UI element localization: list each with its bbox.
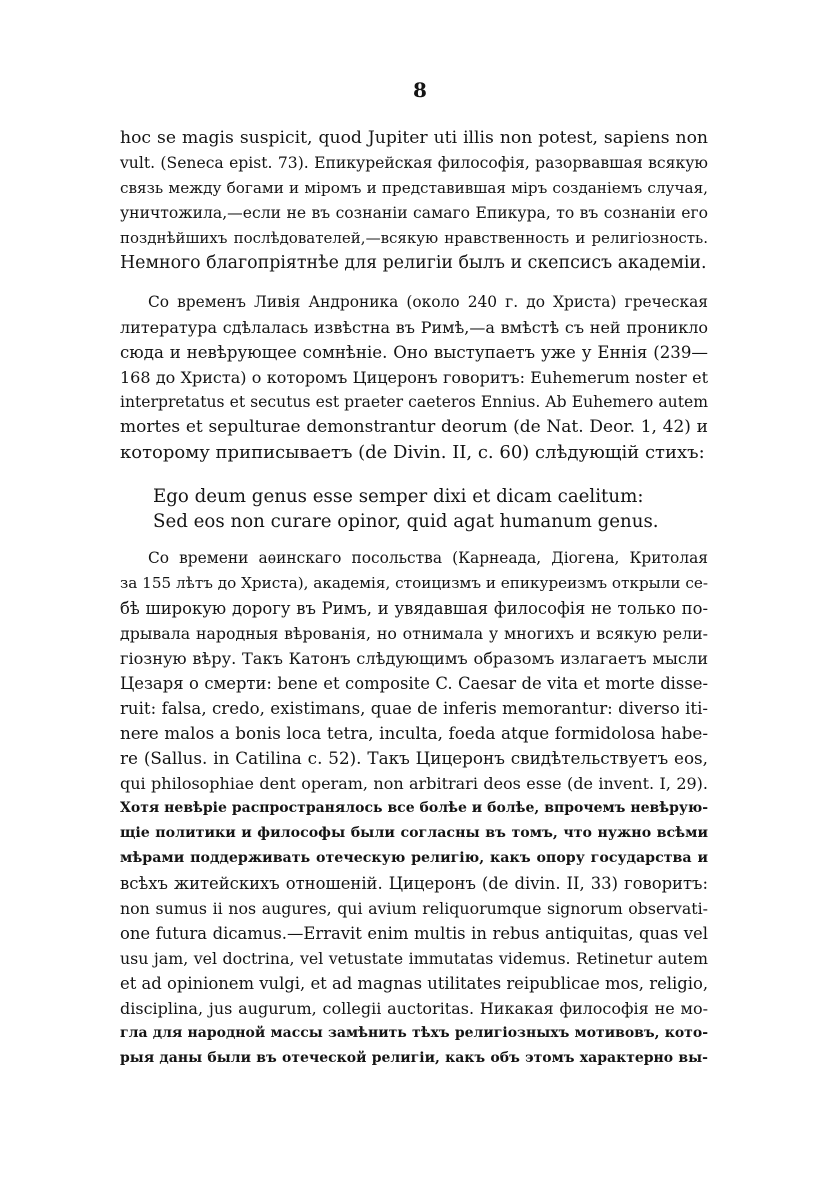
text-line: литература сдѣлалась извѣстна въ Римѣ,—а вмѣстѣ съ ней проникло: [120, 318, 708, 337]
paragraph-1: [120, 126, 708, 276]
text-line: re (Sallus. in Catilina c. 52). Такъ Цицеронъ свидѣтельствуетъ eos,: [120, 748, 708, 768]
text-line: disciplina, jus augurum, collegii auctoritas. Никакая философія не мо-: [120, 999, 708, 1018]
text-line: сюда и невѣрующее сомнѣніе. Оно выступаетъ уже у Еннія (239—: [120, 343, 708, 362]
text-line: interpretatus et secutus est praeter caeteros Ennius. Ab Euhemero autem: [120, 393, 708, 411]
text-line: дрывала народныя вѣрованія, но отнимала у многихъ и всякую рели-: [120, 624, 708, 643]
text-line: non sumus ii nos augures, qui avium reliquorumque signorum observati-: [120, 899, 708, 918]
text-line: one futura dicamus.—Erravit enim multis in rebus antiquitas, quas vel: [120, 924, 708, 943]
text-line: Немного благопріятнѣе для религіи былъ и скепсисъ академіи.: [120, 253, 707, 273]
text-line: nere malos a bonis loca tetra, inculta, foeda atque formidolosa habe-: [120, 723, 708, 743]
text-line: Хотя невѣріе распространялось все болѣе и болѣе, впрочемъ невѣрую-: [120, 800, 708, 816]
text-line: бѣ широкую дорогу въ Римъ, и увядавшая философія не только по-: [120, 599, 708, 618]
text-line: usu jam, vel doctrina, vel vetustate immutatas videmus. Retinetur autem: [120, 949, 708, 968]
text-line: hoc se magis suspicit, quod Jupiter uti illis non potest, sapiens non: [120, 128, 708, 148]
text-line: mortes et sepulturae demonstrantur deorum (de Nat. Deor. 1, 42) и: [120, 417, 708, 437]
text-line: которому приписываетъ (de Divin. II, c. 60) слѣдующій стихъ:: [120, 442, 705, 463]
text-line: мѣрами поддерживать отеческую религію, какъ опору государства и: [120, 850, 708, 866]
text-line: уничтожила,—если не въ сознаніи самаго Епикура, то въ сознаніи его: [120, 204, 708, 222]
text-line: гла для народной массы замѣнить тѣхъ религіозныхъ мотивовъ, кото-: [120, 1025, 708, 1041]
text-line: 168 до Христа) о которомъ Цицеронъ говоритъ: Euhemerum noster et: [120, 368, 708, 387]
text-line: vult. (Seneca epist. 73). Епикурейская философія, разорвавшая всякую: [120, 154, 708, 172]
text-line: Цезаря о смерти: bene et composite C. Caesar de vita et morte disse-: [120, 674, 708, 693]
paragraph-2: [120, 290, 708, 465]
verse-line: Ego deum genus esse semper dixi et dicam caelitum:: [153, 486, 644, 507]
text-line: qui philosophiae dent operam, non arbitrari deos esse (de invent. I, 29).: [120, 774, 708, 793]
text-line: гіозную вѣру. Такъ Катонъ слѣдующимъ образомъ излагаетъ мысли: [120, 649, 708, 668]
text-line: щіе политики и философы были согласны въ томъ, что нужно всѣми: [120, 825, 708, 841]
verse-line: Sed eos non curare opinor, quid agat humanum genus.: [153, 511, 659, 532]
text-line: ruit: falsa, credo, existimans, quae de inferis memorantur: diverso iti-: [120, 699, 708, 718]
text-line: связь между богами и міромъ и представившая міръ созданіемъ случая,: [120, 179, 708, 197]
verse-quote: [153, 484, 673, 534]
text-line: Со временъ Ливія Андроника (около 240 г. до Христа) греческая: [148, 293, 708, 311]
text-line: рыя даны были въ отеческой религіи, какъ объ этомъ характерно вы-: [120, 1050, 708, 1066]
text-line: всѣхъ житейскихъ отношеній. Цицеронъ (de divin. II, 33) говоритъ:: [120, 874, 708, 893]
text-line: за 155 лѣтъ до Христа), академія, стоицизмъ и епикуреизмъ открыли се-: [120, 574, 708, 592]
paragraph-3: [120, 546, 708, 1071]
page-number: 8: [413, 78, 427, 102]
text-line: Со времени аѳинскаго посольства (Карнеада, Діогена, Критолая: [148, 549, 708, 567]
text-line: et ad opinionem vulgi, et ad magnas utilitates reipublicae mos, religio,: [120, 974, 709, 993]
text-line: позднѣйшихъ послѣдователей,—всякую нравственность и религіозность.: [120, 229, 708, 247]
